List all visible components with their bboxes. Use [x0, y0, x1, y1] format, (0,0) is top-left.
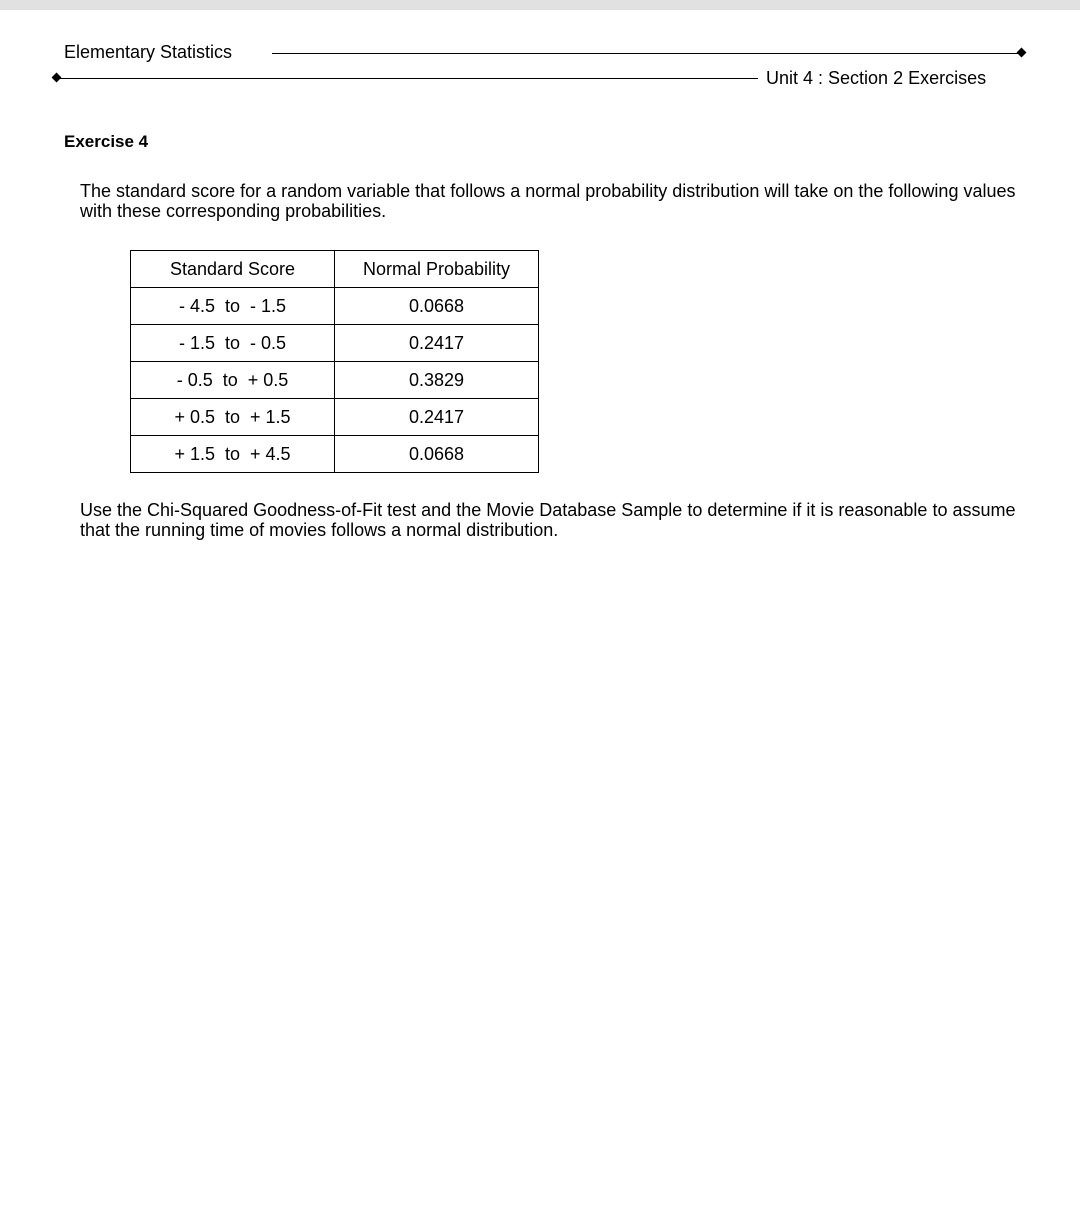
- exercise-intro-text: The standard score for a random variable that follows a normal probability distribution will take on the following values with these corresponding probabilities.: [80, 181, 1016, 221]
- standard-score-cell: + 0.5 to + 1.5: [131, 399, 335, 436]
- table-row: [131, 325, 539, 362]
- viewer-top-strip: [0, 0, 1080, 10]
- column-header-normal-probability: Normal Probability: [335, 251, 539, 288]
- exercise-question-text: Use the Chi-Squared Goodness-of-Fit test and the Movie Database Sample to determine if it is reasonable to assume that the running time of movies follows a normal distribution.: [80, 500, 1016, 540]
- header-section-title: Unit 4 : Section 2 Exercises: [766, 68, 987, 88]
- table-row: [131, 362, 539, 399]
- table-row: [131, 399, 539, 436]
- standard-score-cell: - 4.5 to - 1.5: [131, 288, 335, 325]
- standard-score-cell: - 1.5 to - 0.5: [131, 325, 335, 362]
- table-header-row: [131, 251, 539, 288]
- probability-cell: 0.0668: [335, 288, 539, 325]
- document-page: [0, 10, 1080, 1206]
- probability-cell: 0.0668: [335, 436, 539, 473]
- header-rule-bottom: [58, 78, 758, 79]
- probability-cell: 0.3829: [335, 362, 539, 399]
- probability-table: [130, 250, 539, 473]
- header-diamond-right-icon: [1017, 48, 1027, 58]
- probability-cell: 0.2417: [335, 399, 539, 436]
- standard-score-cell: + 1.5 to + 4.5: [131, 436, 335, 473]
- table-row: [131, 436, 539, 473]
- standard-score-cell: - 0.5 to + 0.5: [131, 362, 335, 399]
- header-book-title: Elementary Statistics: [64, 42, 233, 62]
- exercise-title: Exercise 4: [64, 132, 149, 151]
- probability-cell: 0.2417: [335, 325, 539, 362]
- header-rule-top: [272, 53, 1020, 54]
- column-header-standard-score: Standard Score: [131, 251, 335, 288]
- table-row: [131, 288, 539, 325]
